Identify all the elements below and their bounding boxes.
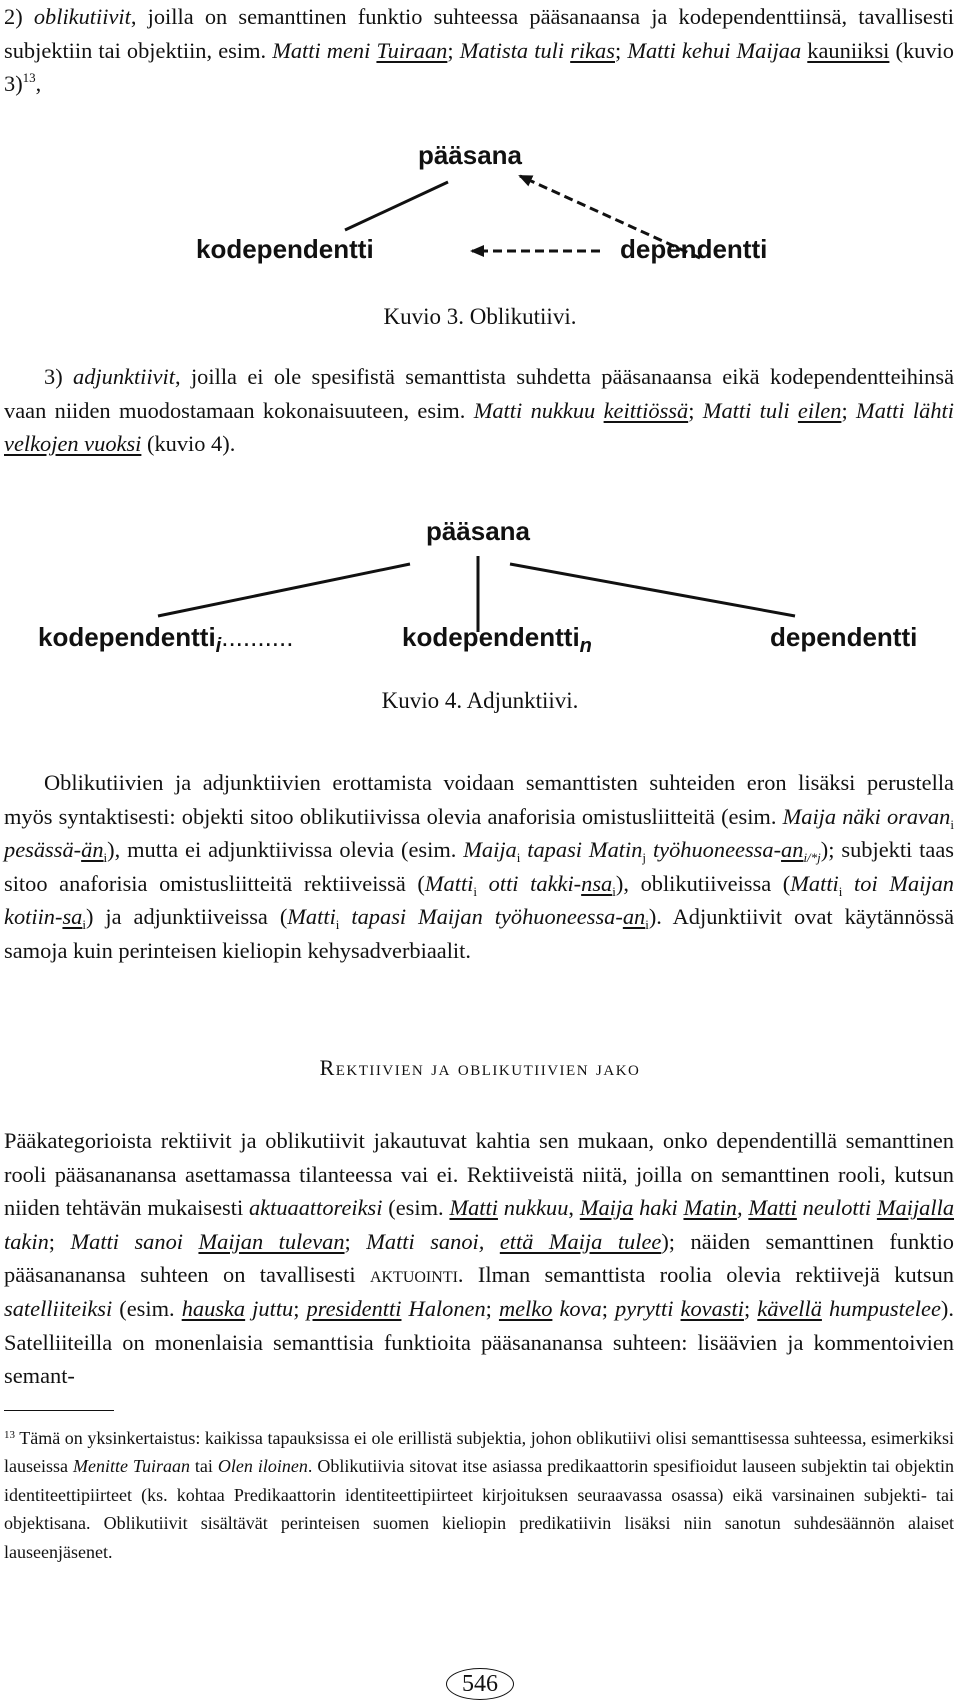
text: ;	[48, 1228, 71, 1254]
text: ;	[485, 1295, 499, 1321]
text: ;	[614, 37, 628, 63]
text: Tämä on yksinkertaistus: kaikissa tapauksissa ei ole erillistä subjektia, johon oblikutiivi olisi semanttisessa suhteessa, esimerkiksi lauseissa	[4, 1428, 954, 1477]
example-underlined: Matti	[449, 1195, 498, 1221]
example-underlined: Matin	[683, 1195, 737, 1221]
example: humpustelee	[821, 1295, 941, 1321]
text: ;	[344, 1228, 367, 1254]
index-subscript: i	[103, 850, 108, 866]
text: ), mutta ei adjunktiivissa olevia (esim.	[107, 837, 464, 863]
figure-3-diagram	[0, 130, 960, 310]
text: ;	[447, 37, 460, 63]
index-subscript: i	[950, 816, 954, 832]
example: Matista tuli	[459, 37, 571, 63]
text: ;	[293, 1295, 307, 1321]
footnote-13	[4, 1424, 954, 1566]
text: ). Adjunktiivit ovat käytännössä samoja kuin perinteisen kieliopin kehysadverbiaalit.	[4, 904, 955, 963]
term: satelliiteiksi	[4, 1295, 113, 1321]
index-subscript: i	[838, 883, 843, 899]
example: työhuoneessa-	[646, 837, 782, 863]
text: ;	[688, 397, 703, 423]
diagram-right-label: dependentti	[770, 622, 918, 652]
term: adjunktiivit	[73, 364, 175, 389]
example-underlined: nsa	[581, 870, 613, 896]
small-caps-term: aktuointi	[369, 1262, 458, 1288]
diagram-right-label: dependentti	[620, 234, 768, 264]
paragraph-syntactic-difference	[4, 766, 954, 968]
text: (esim.	[112, 1295, 182, 1321]
example-underlined: Maijalla	[876, 1195, 955, 1221]
example: ,	[736, 1195, 749, 1221]
text: , joilla ei ole spesifistä semanttista suhdetta pääsanaansa eikä kodependentteihinsä vaan niiden muodostamaan kokonaisuuteen, esim.	[4, 364, 955, 423]
term: oblikutiivit	[33, 4, 131, 29]
diagram-head-label: pääsana	[425, 516, 531, 546]
example-underlined: Tuiraan	[376, 37, 448, 63]
example: Matti	[424, 870, 474, 896]
example: Matti lähti	[856, 397, 954, 423]
example: haki	[633, 1195, 684, 1221]
example: Matti meni	[272, 37, 377, 63]
text: ), oblikutiiveissa (	[615, 870, 791, 896]
paragraph-oblikutiivit	[4, 0, 954, 101]
example: nukkuu	[497, 1195, 569, 1221]
figure-4-diagram	[0, 510, 960, 670]
diagram-head-label: pääsana	[417, 140, 523, 170]
example: pesässä-	[4, 837, 82, 863]
example: Olen iloinen	[217, 1456, 308, 1477]
example: toi Maijan kotiin-	[4, 870, 954, 930]
index-subscript: i/*j	[803, 850, 821, 866]
footnote-rule	[4, 1410, 114, 1411]
text: ); näiden semanttinen funktio pääsananansa suhteen on tavallisesti	[4, 1228, 954, 1288]
example-underlined: kävellä	[757, 1295, 822, 1321]
example: kova	[552, 1295, 602, 1321]
text: ;	[601, 1295, 616, 1321]
text: , joilla on semanttinen funktio suhteessa pääsanaansa ja kodependenttiinsä, tavallisesti subjektiin tai objektiin, esim.	[4, 4, 954, 63]
example-underlined: että Maija tulee	[499, 1228, 662, 1254]
example-underlined: melko	[498, 1295, 553, 1321]
example: Matti tuli	[702, 397, 798, 423]
text: ;	[841, 397, 857, 423]
edge-right	[510, 564, 795, 616]
text: ); subjekti taas sitoo anaforisia omistusliitteitä rektiiveissä (	[4, 837, 954, 896]
paragraph-rektiivit	[4, 1124, 954, 1393]
example-underlined: keittiössä	[603, 397, 689, 423]
example: Matti	[790, 870, 839, 896]
solid-edge	[345, 182, 448, 230]
figure-3-caption: Kuvio 3. Oblikutiivi.	[383, 304, 577, 329]
term: aktuaattoreiksi	[248, 1195, 383, 1221]
figure-4-caption: Kuvio 4. Adjunktiivi.	[381, 688, 579, 713]
page-number: 546	[462, 1671, 498, 1697]
page-number-badge	[446, 1668, 514, 1700]
example-underlined: rikas	[570, 37, 615, 63]
text: Oblikutiivien ja adjunktiivien erottamista voidaan semanttisten suhteiden eron lisäksi perustella myös syntaktisesti: objekti sitoo oblikutiivissa olevia anaforisia omistusliitteitä (esim.	[4, 770, 954, 829]
example: pyrytti	[615, 1295, 681, 1321]
text: . Ilman semanttista roolia olevia rektiivejä kutsun	[457, 1262, 954, 1288]
example-underlined: velkojen vuoksi	[4, 431, 142, 457]
example-underlined: presidentti	[306, 1295, 402, 1321]
text: tai	[189, 1456, 218, 1477]
text: ,	[568, 1195, 580, 1221]
example-underlined: kauniiksi	[807, 37, 890, 63]
example-underlined: Maija	[579, 1195, 634, 1221]
example: Matti sanoi,	[366, 1228, 500, 1254]
index-subscript: i	[82, 917, 86, 933]
footnote-number: 13	[4, 1429, 15, 1441]
text: ) ja adjunktiiveissa (	[86, 904, 288, 930]
example-underlined: än	[81, 837, 104, 863]
example: Matti nukkuu	[473, 397, 604, 423]
diagram-left-label: kodependentti$_i$..........	[38, 622, 294, 657]
example: Maija	[463, 837, 517, 863]
index-subscript: i	[335, 917, 340, 933]
index-subscript: i	[473, 883, 478, 899]
section-heading: Rektiivien ja oblikutiivien jako	[319, 1055, 641, 1080]
text: 3)	[44, 364, 74, 389]
footnote-marker: 13	[22, 70, 36, 86]
example-underlined: hauska	[181, 1295, 246, 1321]
text: 2)	[4, 4, 34, 29]
example: otti takki-	[477, 870, 582, 896]
example-underlined: sa	[62, 904, 83, 930]
text: . Oblikutiivia sitovat itse asiassa predikaattorin spesifioidut lauseen subjektin tai objektin identiteettipiirteet (ks. kohtaa Predikaattorin identiteettipiirteet kirjoituksen seuraavassa osassa) eikä varsinainen subjekti- tai objektisana. Oblikutiivit sisältävät perinteisen suomen kieliopin predikatiivin lisäksi niin sanotun suhdesäännön alaiset lauseenjäsenet.	[4, 1456, 955, 1562]
edge-left	[158, 564, 410, 616]
example: Matti sanoi	[70, 1228, 199, 1254]
text: (kuvio 4).	[141, 431, 236, 457]
example: takin	[4, 1228, 49, 1254]
diagram-left-label: kodependentti	[196, 234, 374, 264]
example: Matti	[287, 904, 336, 930]
text: (esim.	[382, 1195, 450, 1221]
example: Halonen	[401, 1295, 486, 1321]
text: ). Satelliiteilla on monenlaisia semanttisia funktioita pääsananansa suhteen: lisäävien ja kommentoivien semant-	[4, 1295, 954, 1389]
example: Matti kehui Maijaa	[627, 37, 808, 63]
example-underlined: eilen	[797, 397, 842, 423]
example-underlined: an	[781, 837, 804, 863]
example: neulotti	[796, 1195, 877, 1221]
example-underlined: Maijan tulevan	[198, 1228, 345, 1254]
index-subscript: i	[516, 850, 521, 866]
example: Menitte Tuiraan	[72, 1456, 190, 1477]
text: ;	[743, 1295, 758, 1321]
index-subscript: j	[642, 850, 647, 866]
index-subscript: i	[612, 883, 616, 899]
example: tapasi Matin	[520, 837, 643, 863]
example: juttu	[245, 1295, 294, 1321]
text: Pääkategorioista rektiivit ja oblikutiivit jakautuvat kahtia sen mukaan, onko dependentillä semanttinen rooli pääsananansa asettamassa tilanteessa vai ei. Rektiiveistä niitä, joilla on semanttinen rooli, kutsun niiden tehtävän mukaisesti	[4, 1128, 954, 1221]
example: Maija näki oravan	[782, 803, 951, 829]
example-underlined: Matti	[748, 1195, 797, 1221]
paragraph-adjunktiivit	[4, 360, 954, 461]
index-subscript: i	[645, 917, 649, 933]
example-underlined: kovasti	[680, 1295, 744, 1321]
text: (kuvio 3)	[4, 37, 954, 97]
example-underlined: an	[622, 904, 646, 930]
text: ,	[35, 71, 42, 97]
diagram-middle-label: kodependentti$_n$	[402, 622, 592, 657]
example: tapasi Maijan työhuoneessa-	[339, 904, 623, 930]
